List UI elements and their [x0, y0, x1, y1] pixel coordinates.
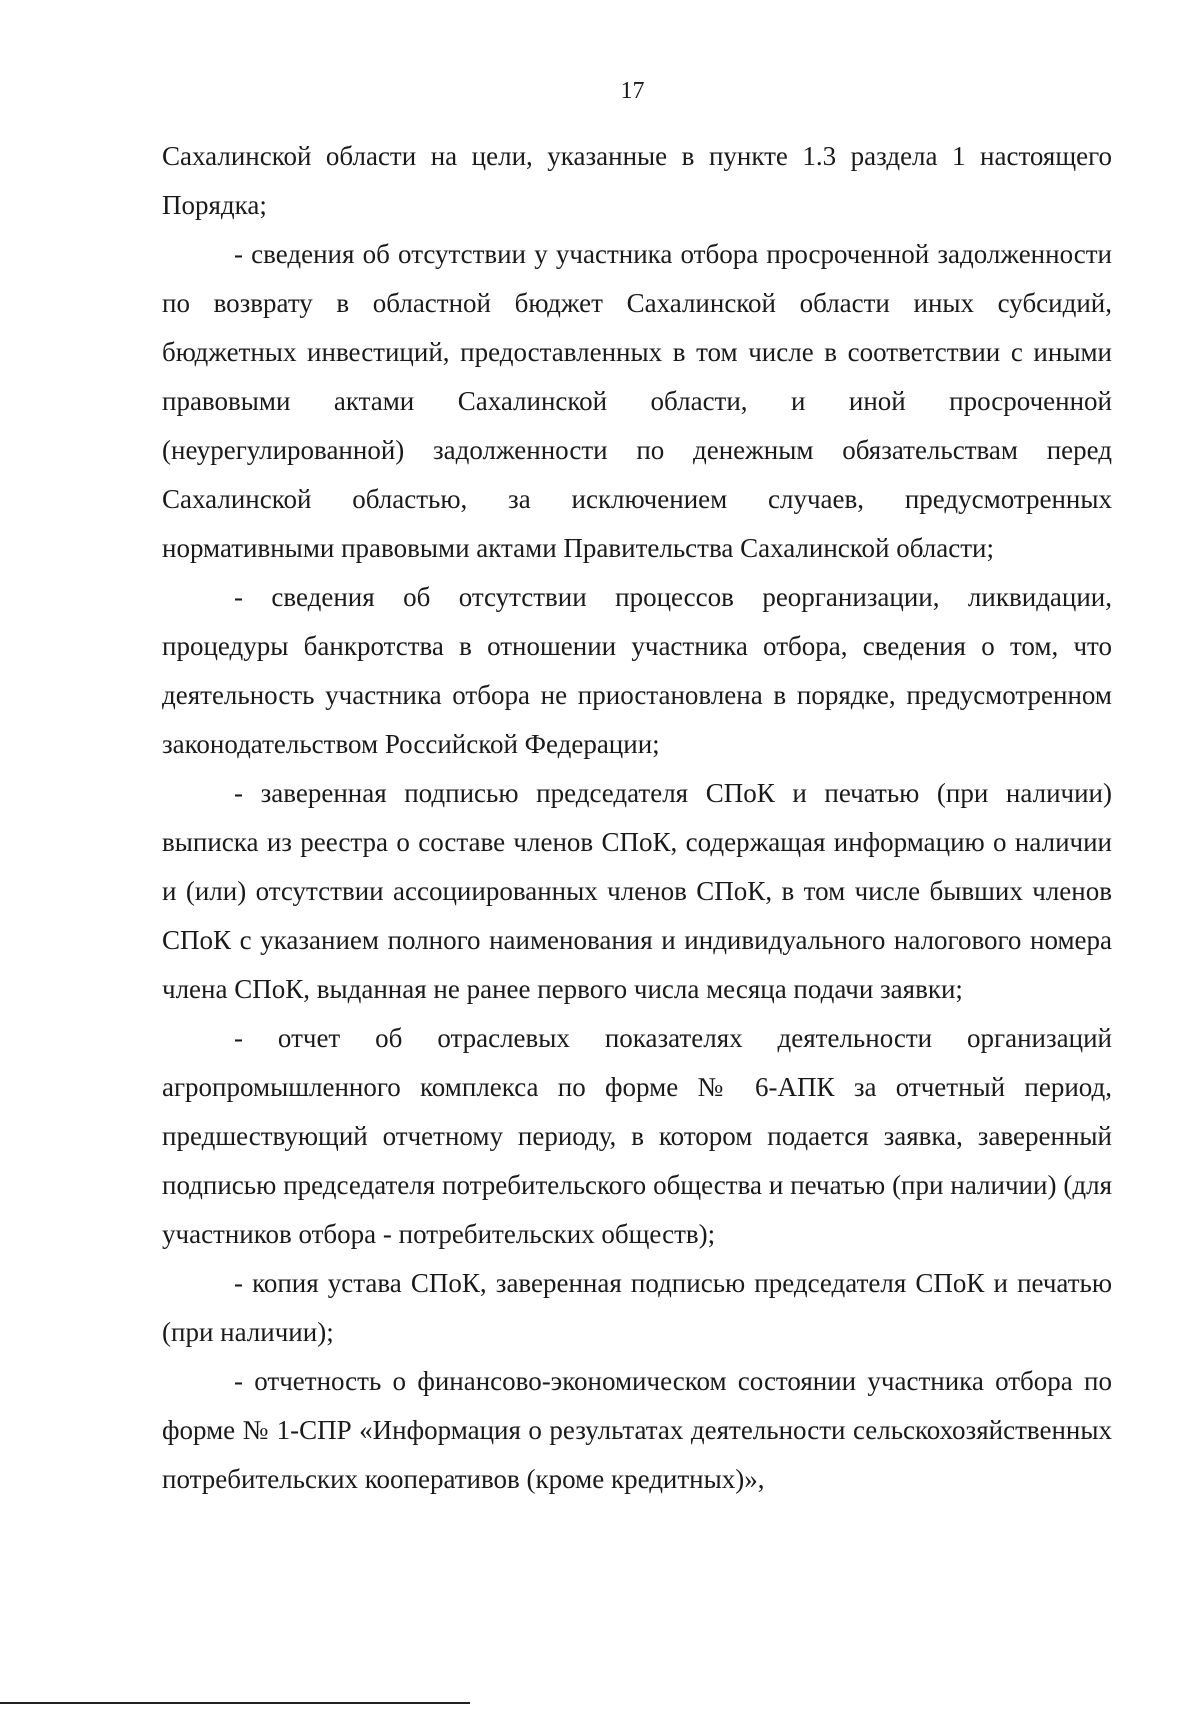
paragraph-charter-copy: - копия устава СПоК, заверенная подписью председателя СПоК и печатью (при наличии); — [162, 1268, 1112, 1347]
document-body — [162, 132, 1112, 1504]
paragraph-debt-info: - сведения об отсутствии у участника отбора просроченной задолженности по возврату в областной бюджет Сахалинской области иных субсидий, бюджетных инвестиций, предоставленных в том числе в соответствии с иными правовыми актами Сахалинской области, и иной просроченной (неурегулированной) задолженности по денежным обязательствам перед Сахалинской областью, за исключением случаев, предусмотренных нормативными правовыми актами Правительства Сахалинской области; — [162, 239, 1112, 563]
page-number: 17 — [620, 78, 645, 104]
footer-divider — [0, 1702, 470, 1704]
paragraph-apk-report: - отчет об отраслевых показателях деятельности организаций агропромышленного комплекса по форме № 6-АПК за отчетный период, предшествующий отчетному периоду, в котором подается заявка, заверенный подписью председателя потребительского общества и печатью (при наличии) (для участников отбора - потребительских обществ); — [162, 1023, 1112, 1249]
paragraph-financial-report: - отчетность о финансово-экономическом состоянии участника отбора по форме № 1-СПР «Информация о результатах деятельности сельскохозяйственных потребительских кооперативов (кроме кредитных)», — [162, 1366, 1112, 1494]
paragraph-continuation: Сахалинской области на цели, указанные в пункте 1.3 раздела 1 настоящего Порядка; — [162, 141, 1112, 220]
paragraph-reorganization-info: - сведения об отсутствии процессов реорганизации, ликвидации, процедуры банкротства в отношении участника отбора, сведения о том, что деятельность участника отбора не приостановлена в порядке, предусмотренном законодательством Российской Федерации; — [162, 582, 1112, 759]
paragraph-members-register: - заверенная подписью председателя СПоК и печатью (при наличии) выписка из реестра о составе членов СПоК, содержащая информацию о наличии и (или) отсутствии ассоциированных членов СПоК, в том числе бывших членов СПоК с указанием полного наименования и индивидуального налогового номера члена СПоК, выданная не ранее первого числа месяца подачи заявки; — [162, 778, 1112, 1004]
